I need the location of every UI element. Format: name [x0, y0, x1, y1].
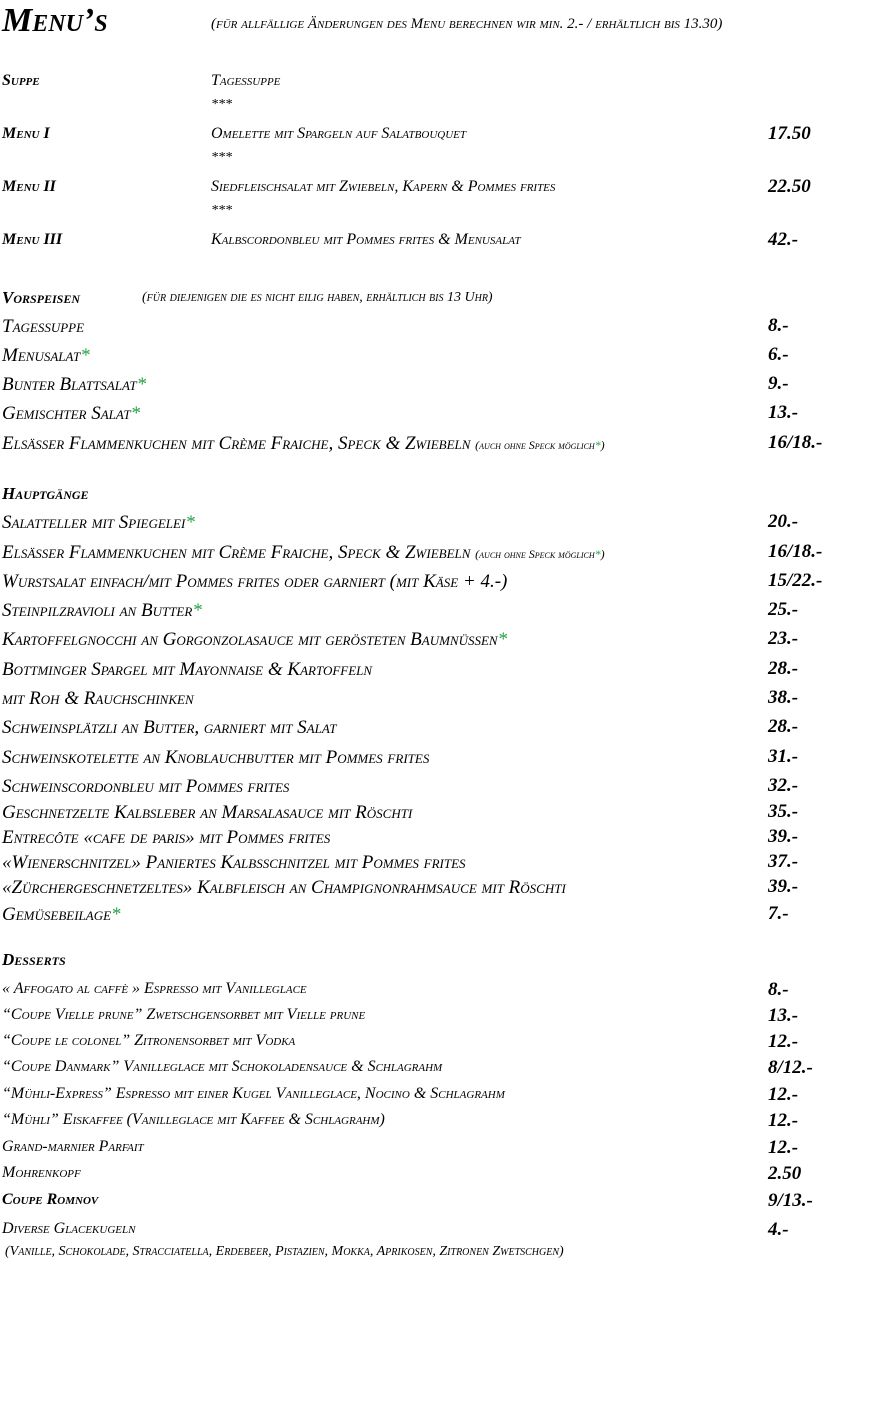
menu-item-name: [2, 904, 121, 926]
item-price: 28.-: [768, 658, 799, 679]
item-price: 28.-: [768, 716, 799, 737]
item-name: Wurstsalat einfach/mit Pommes frites oder garniert (mit Käse + 4.-): [2, 571, 508, 592]
item-name: «Zürchergeschnetzeltes» Kalbfleisch an Champignonrahmsauce mit Röschti: [2, 877, 566, 898]
glace-flavours-note: (Vanille, Schokolade, Stracciatella, Erdebeer, Pistazien, Mokka, Aprikosen, Zitronen Zwetschgen): [5, 1244, 564, 1259]
item-price: 32.-: [768, 775, 799, 796]
menu-item-name: [2, 433, 605, 455]
item-name: « Affogato al caffè » Espresso mit Vanilleglace: [2, 980, 307, 997]
menu-item-name: [2, 717, 337, 739]
menu-item-name: [2, 980, 307, 998]
item-price: 15/22.-: [768, 570, 823, 591]
item-name: Salatteller mit Spiegelei: [2, 512, 186, 533]
item-name: Kartoffelgnocchi an Gorgonzolasauce mit gerösteten Baumnüssen: [2, 629, 498, 650]
item-note-close: ): [600, 547, 605, 561]
menu-item-name: [2, 747, 429, 769]
item-name: Elsässer Flammenkuchen mit Crème Fraiche, Speck & Zwiebeln: [2, 542, 471, 563]
item-name: Schweinscordonbleu mit Pommes frites: [2, 776, 290, 797]
vorspeisen-note: (für diejenigen die es nicht eilig haben, erhältlich bis 13 Uhr): [142, 290, 493, 305]
item-name: “Coupe le colonel” Zitronensorbet mit Vodka: [2, 1032, 296, 1049]
star-marker: *: [80, 345, 90, 366]
item-name: mit Roh & Rauchschinken: [2, 688, 194, 709]
item-name: Schweinsplätzli an Butter, garniert mit Salat: [2, 717, 337, 738]
menu-item-name: [2, 659, 372, 681]
menu-item-name: [2, 852, 466, 874]
section-heading-desserts: Desserts: [2, 950, 66, 969]
star-marker: *: [594, 547, 601, 561]
menu-item-name: [2, 1085, 505, 1103]
item-price: 39.-: [768, 826, 799, 847]
separator-stars: ***: [211, 203, 232, 218]
item-price: 2.50: [768, 1163, 802, 1184]
item-price: 37.-: [768, 851, 799, 872]
menu-item-name: [2, 374, 146, 396]
menu-item-name: [2, 1058, 442, 1076]
page-title: Menu’s: [2, 2, 108, 39]
item-price: 23.-: [768, 628, 799, 649]
item-price: 13.-: [768, 402, 799, 423]
item-price: 31.-: [768, 746, 799, 767]
star-marker: *: [111, 904, 121, 925]
item-price: 8/12.-: [768, 1057, 813, 1078]
menu-item-name: [2, 1220, 135, 1238]
item-note-close: ): [600, 438, 605, 452]
menu-label: Menu III: [2, 231, 63, 248]
item-price: 4.-: [768, 1219, 789, 1240]
menu-item-name: [2, 688, 194, 710]
menu-note: (für allfällige Änderungen des Menu berechnen wir min. 2.- / erhältlich bis 13.30): [211, 16, 723, 32]
star-marker: *: [192, 600, 202, 621]
item-price: 6.-: [768, 344, 789, 365]
item-name: Schweinskotelette an Knoblauchbutter mit Pommes frites: [2, 747, 430, 768]
menu-label: Menu II: [2, 178, 56, 195]
item-price: 12.-: [768, 1137, 799, 1158]
menu-item-name: [2, 877, 566, 899]
section-heading-hauptgaenge: Hauptgänge: [2, 484, 89, 503]
menu-item-name: [2, 1191, 98, 1209]
item-name: Tagessuppe: [2, 316, 85, 337]
menu-price: 42.-: [768, 229, 799, 250]
item-name: Bottminger Spargel mit Mayonnaise & Kartoffeln: [2, 659, 373, 680]
item-name: Entrecôte «cafe de paris» mit Pommes frites: [2, 827, 331, 848]
item-name: «Wienerschnitzel» Paniertes Kalbsschnitzel mit Pommes frites: [2, 852, 466, 873]
separator-stars: ***: [211, 150, 232, 165]
menu-item-name: [2, 403, 140, 425]
item-name: “Mühli” Eiskaffee (Vanilleglace mit Kaffee & Schlagrahm): [2, 1111, 385, 1128]
star-marker: *: [185, 512, 195, 533]
item-price: 12.-: [768, 1031, 799, 1052]
item-name: Geschnetzelte Kalbsleber an Marsalasauce mit Röschti: [2, 802, 413, 823]
item-name: Bunter Blattsalat: [2, 374, 137, 395]
item-name: “Coupe Vielle prune” Zwetschgensorbet mit Vielle prune: [2, 1006, 366, 1023]
item-name: Gemüsebeilage: [2, 904, 112, 925]
menu-dish: Omelette mit Spargeln auf Salatbouquet: [211, 125, 467, 142]
item-price: 8.-: [768, 315, 789, 336]
menu-label: Menu I: [2, 125, 50, 142]
menu-item-name: [2, 1032, 295, 1050]
item-note: (auch ohne Speck möglich: [475, 438, 595, 452]
item-name: Coupe Romnov: [2, 1191, 99, 1208]
item-price: 20.-: [768, 511, 799, 532]
star-marker: *: [136, 374, 147, 395]
item-price: 7.-: [768, 903, 789, 924]
item-note: (auch ohne Speck möglich: [475, 547, 595, 561]
menu-item-name: [2, 316, 84, 338]
item-name: Mohrenkopf: [2, 1164, 81, 1181]
item-name: “Coupe Danmark” Vanilleglace mit Schokoladensauce & Schlagrahm: [2, 1058, 443, 1075]
item-price: 16/18.-: [768, 432, 823, 453]
item-price: 38.-: [768, 687, 799, 708]
menu-dish: Siedfleischsalat mit Zwiebeln, Kapern & Pommes frites: [211, 178, 556, 195]
item-price: 12.-: [768, 1084, 799, 1105]
menu-dish: Kalbscordonbleu mit Pommes frites & Menusalat: [211, 231, 521, 248]
menu-item-name: [2, 600, 202, 622]
menu-item-name: [2, 571, 507, 593]
item-price: 25.-: [768, 599, 799, 620]
item-name: Elsässer Flammenkuchen mit Crème Fraiche, Speck & Zwiebeln: [2, 433, 471, 454]
star-marker: *: [130, 403, 141, 424]
menu-dish: Tagessuppe: [211, 72, 281, 89]
menu-item-name: [2, 1006, 365, 1024]
item-price: 16/18.-: [768, 541, 823, 562]
item-price: 9.-: [768, 373, 789, 394]
menu-item-name: [2, 629, 507, 651]
item-name: Diverse Glacekugeln: [2, 1220, 136, 1237]
separator-stars: ***: [211, 97, 232, 112]
item-name: Menusalat: [2, 345, 81, 366]
menu-item-name: [2, 345, 90, 367]
menu-item-name: [2, 776, 289, 798]
menu-item-name: [2, 827, 330, 849]
item-price: 9/13.-: [768, 1190, 813, 1211]
menu-price: 17.50: [768, 123, 811, 144]
menu-item-name: [2, 542, 605, 564]
star-marker: *: [497, 629, 508, 650]
menu-item-name: [2, 1111, 385, 1129]
item-name: Gemischter Salat: [2, 403, 131, 424]
item-price: 13.-: [768, 1005, 799, 1026]
item-price: 39.-: [768, 876, 799, 897]
menu-label: Suppe: [2, 72, 40, 89]
menu-item-name: [2, 802, 412, 824]
menu-item-name: [2, 1164, 81, 1182]
star-marker: *: [594, 438, 601, 452]
item-price: 8.-: [768, 979, 789, 1000]
item-price: 12.-: [768, 1110, 799, 1131]
item-name: “Mühli-Express” Espresso mit einer Kugel Vanilleglace, Nocino & Schlagrahm: [2, 1085, 505, 1102]
item-name: Grand-marnier Parfait: [2, 1138, 144, 1155]
menu-item-name: [2, 1138, 144, 1156]
menu-price: 22.50: [768, 176, 811, 197]
item-price: 35.-: [768, 801, 799, 822]
section-heading-vorspeisen: Vorspeisen: [2, 288, 81, 307]
item-name: Steinpilzravioli an Butter: [2, 600, 193, 621]
menu-item-name: [2, 512, 195, 534]
